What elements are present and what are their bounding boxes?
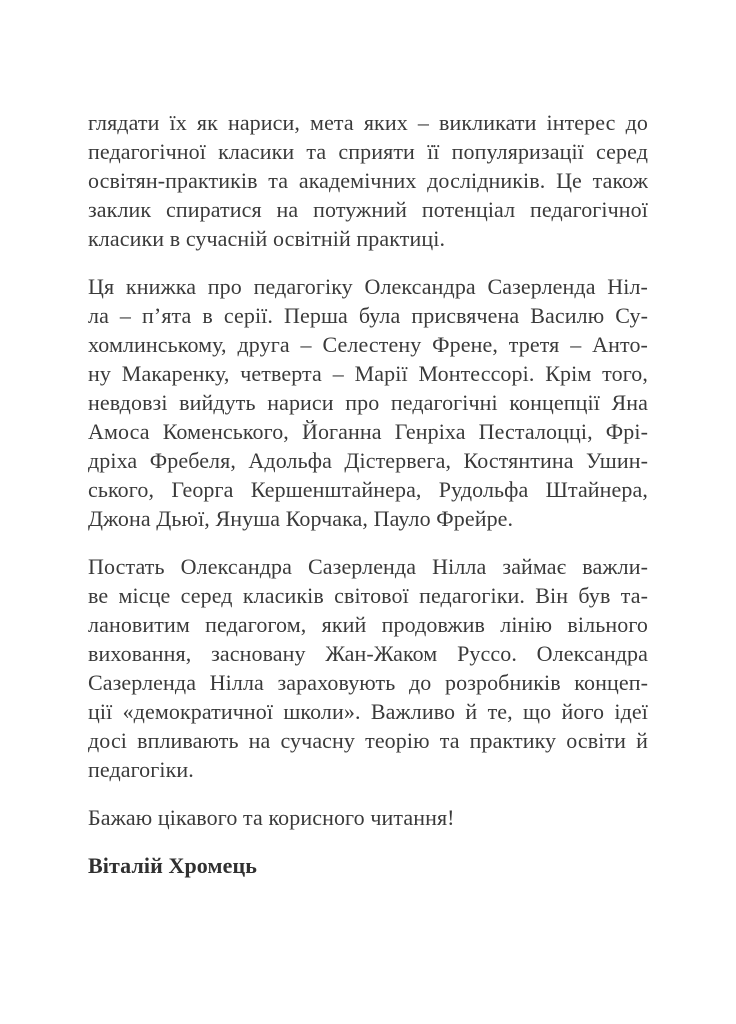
text-line: ції «демократичної школи». Важливо й те, що його ідеї [88,699,648,724]
text-line: Ця книжка про педагогіку Олександра Сазерленда Ніл- [88,274,648,299]
text-line: Віталій Хромець [88,853,257,878]
text-line: ського, Георга Кершенштайнера, Рудольфа Штайнера, [88,477,648,502]
body-paragraph-2 [88,272,648,533]
closing-wish-paragraph [88,803,648,832]
text-line: виховання, засновану Жан-Жаком Руссо. Олександра [88,641,648,666]
text-line: досі впливають на сучасну теорію та практику освіти й [88,728,648,753]
body-paragraph-3 [88,552,648,784]
text-line: Бажаю цікавого та корисного читання! [88,805,455,830]
author-signature [88,851,648,880]
page-text [88,108,648,899]
text-line: глядати їх як нариси, мета яких – викликати інтерес до [88,110,648,135]
text-line: педагогічної класики та сприяти її популяризації серед [88,139,648,164]
text-line: ла – п’ята в серії. Перша була присвячена Василю Су- [88,303,648,328]
body-paragraph-1 [88,108,648,253]
text-line: Амоса Коменського, Йоганна Генріха Песталоцці, Фрі- [88,419,648,444]
text-line: Джона Дьюї, Януша Корчака, Пауло Фрейре. [88,506,514,531]
text-line: ну Макаренку, четверта – Марії Монтессорі. Крім того, [88,361,648,386]
text-line: дріха Фребеля, Адольфа Дістервега, Костянтина Ушин- [88,448,648,473]
text-line: Постать Олександра Сазерленда Нілла займає важли- [88,554,648,579]
text-line: лановитим педагогом, який продовжив лінію вільного [88,612,648,637]
text-line: класики в сучасній освітній практиці. [88,226,446,251]
text-line: Сазерленда Нілла зараховують до розробників концеп- [88,670,648,695]
text-line: хомлинському, друга – Селестену Френе, третя – Анто- [88,332,648,357]
text-line: заклик спиратися на потужний потенціал педагогічної [88,197,648,222]
text-line: невдовзі вийдуть нариси про педагогічні концепції Яна [88,390,648,415]
text-line: освітян-практиків та академічних дослідників. Це також [88,168,648,193]
text-line: педагогіки. [88,757,194,782]
text-line: ве місце серед класиків світової педагогіки. Він був та- [88,583,648,608]
